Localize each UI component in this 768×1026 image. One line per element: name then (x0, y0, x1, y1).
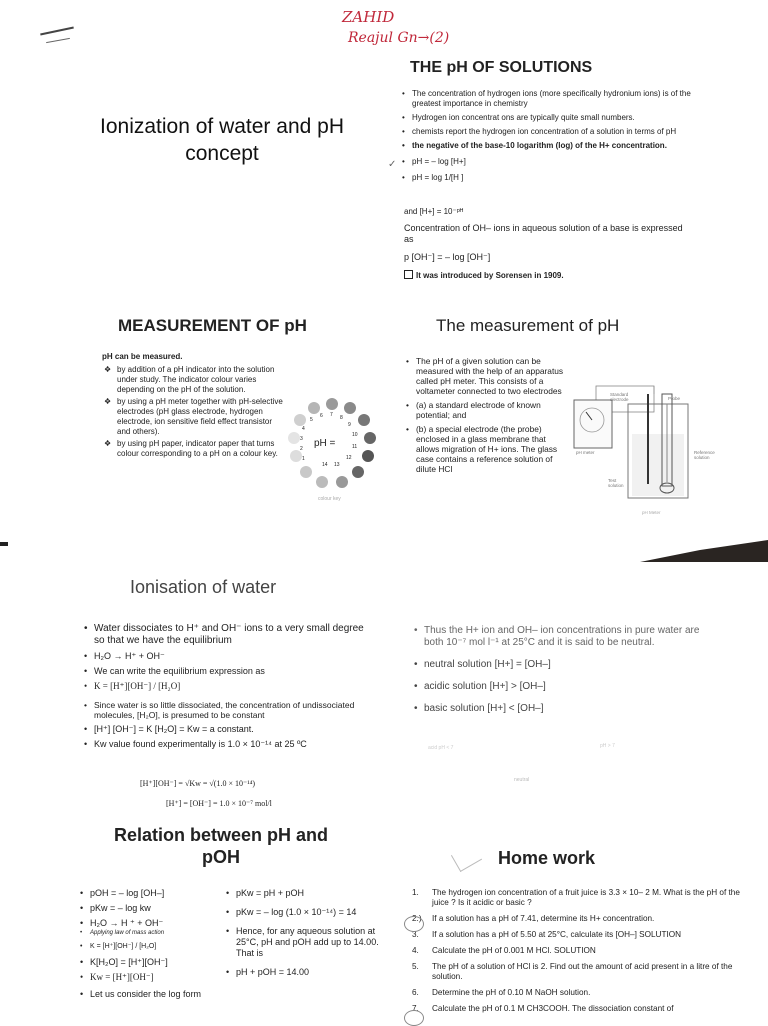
diamond-bullet-icon: ❖ (104, 397, 112, 406)
slide-3-bullets (406, 356, 568, 474)
diagram-label-meter: pH meter (576, 450, 595, 455)
homework-item (410, 962, 744, 982)
wheel-center-label: pH = (314, 438, 336, 449)
homework-item (410, 988, 744, 998)
wheel-number: 8 (340, 415, 343, 421)
wheel-number: 13 (334, 462, 340, 468)
slide-4-equation-1: [H⁺][OH⁻] = √Kw = √(1.0 × 10⁻¹⁴) (140, 779, 256, 788)
list-item: • K = [H⁺][OH⁻] / [H₂O] (80, 941, 220, 952)
pen-mark (40, 26, 74, 35)
list-item: • pH = – log [H+] (402, 157, 694, 167)
wheel-number: 6 (320, 413, 323, 419)
wheel-caption: colour key (318, 496, 341, 502)
diagram-label-reference: Reference solution (694, 450, 715, 460)
slide-1-and-line: and [H+] = 10⁻ᵖᴴ (404, 207, 464, 216)
item-text: by using pH paper, indicator paper that turns colour corresponding to a pH on a colour key. (117, 439, 278, 458)
list-item: • [H⁺] [OH⁻] = K [H₂O] = Kw = a constant. (84, 724, 374, 735)
list-item: • (a) a standard electrode of known potential; and (406, 400, 568, 420)
wheel-dot (300, 466, 312, 478)
list-item: • Water dissociates to H⁺ and OH⁻ ions to a very small degree so that we have the equilibrium (84, 623, 374, 647)
list-item: • pH = log 1/[H ] (402, 173, 694, 183)
item-number: 5. (412, 962, 419, 971)
list-item: • H₂O → H ⁺ + OH⁻ (80, 918, 220, 929)
slide-4-equation-2: [H⁺] = [OH⁻] = 1.0 × 10⁻⁷ mol/l (166, 799, 272, 808)
slide-5-col-1 (80, 888, 220, 1000)
slide-1-bullets (402, 89, 694, 187)
wheel-number: 12 (346, 455, 352, 461)
item-number: 1. (412, 888, 419, 897)
slide-3 (384, 310, 768, 535)
slide-homework (384, 818, 768, 1024)
handwritten-scribble (451, 843, 482, 872)
list-item: • K = [H⁺][OH⁻] / [H₂O] (84, 681, 374, 692)
slide-1-sorensen (404, 270, 564, 281)
wheel-dot (316, 476, 328, 488)
dark-page-edge (0, 540, 768, 562)
list-item: • Applying law of mass action (80, 929, 220, 937)
item-text: The hydrogen ion concentration of a fruit juice is 3.3 × 10– 2 M. What is the pH of the juice ? Is it acidic or basic ? (432, 888, 740, 907)
list-item (104, 365, 284, 395)
handwritten-group: Reajul Gn→(2) (348, 30, 450, 46)
wheel-number: 7 (330, 412, 333, 418)
slide-5 (0, 818, 384, 1024)
handwritten-circle-mark (404, 916, 424, 932)
slide-5-title: Relation between pH and pOH (113, 825, 329, 867)
item-number: 4. (412, 946, 419, 955)
homework-item (410, 946, 744, 956)
item-number: 7. (412, 1004, 419, 1013)
list-item: • chemists report the hydrogen ion concentration of a solution in terms of pH (402, 127, 694, 137)
wheel-dot (344, 402, 356, 414)
item-number: 6. (412, 988, 419, 997)
list-item: • Kw value found experimentally is 1.0 × 10⁻¹⁴ at 25 ºC (84, 739, 374, 750)
wheel-number: 14 (322, 462, 328, 468)
homework-item (410, 930, 744, 940)
wheel-number: 2 (300, 446, 303, 452)
slide-4 (0, 565, 768, 815)
item-text: Calculate the pH of 0.1 M CH3COOH. The dissociation constant of (432, 1004, 674, 1013)
handwritten-name: ZAHID (342, 8, 395, 26)
list-item: • The concentration of hydrogen ions (more specifically hydronium ions) is of the greatest importance in chemistry (402, 89, 694, 109)
list-item: • pH + pOH = 14.00 (226, 967, 386, 978)
homework-item (410, 914, 744, 924)
diagram-label-solution: Test solution (608, 478, 624, 488)
diagram-label-probe: Probe (668, 396, 681, 401)
item-text: by addition of a pH indicator into the solution under study. The indicator colour varies depending on the pH of the solution. (117, 365, 275, 394)
list-item: • (b) a special electrode (the probe) enclosed in a glass membrane that allows migration of H+ ions. The glass case contains a reference solution of dilute HCl (406, 424, 568, 474)
wheel-dot (352, 466, 364, 478)
item-text: by using a pH meter together with pH-selective electrodes (pH glass electrode, hydrogen electrode, ion sensitive field effect transistor and others). (117, 397, 283, 436)
slide-2-title: MEASUREMENT OF pH (118, 316, 307, 335)
wheel-number: 11 (352, 444, 358, 450)
item-text: The pH of a solution of HCl is 2. Find out the amount of acid present in a litre of the solution. (432, 962, 733, 981)
wheel-number: 1 (302, 456, 305, 462)
list-item: • the negative of the base-10 logarithm (log) of the H+ concentration. (402, 141, 694, 151)
ph-scale-label-left: acid pH < 7 (428, 745, 454, 751)
slide-4-title: Ionisation of water (130, 577, 277, 597)
slide-1 (0, 55, 768, 290)
wheel-dot (336, 476, 348, 488)
diamond-bullet-icon: ❖ (104, 439, 112, 448)
list-item: • pKw = pH + pOH (226, 888, 386, 899)
item-number: 2.) (412, 914, 422, 923)
sorensen-text: It was introduced by Sorensen in 1909. (416, 271, 564, 280)
list-item (104, 439, 284, 459)
item-text: If a solution has a pH of 5.50 at 25°C, calculate its [OH–] SOLUTION (432, 930, 682, 939)
slide-1-left-title: Ionization of water and pH concept (100, 115, 344, 165)
list-item: • We can write the equilibrium expression as (84, 666, 374, 677)
ph-color-wheel (286, 398, 378, 490)
diagram-label-standard: Standard electrode (610, 392, 629, 402)
slide-5-col-2 (226, 888, 386, 978)
slide-3-title: The measurement of pH (436, 316, 620, 335)
homework-item (410, 1004, 744, 1014)
list-item (104, 397, 284, 437)
wheel-number: 5 (310, 417, 313, 423)
homework-list (410, 888, 744, 1014)
ph-scale-label-neutral: neutral (514, 777, 530, 783)
wheel-dot (288, 432, 300, 444)
wheel-number: 4 (302, 426, 305, 432)
list-item: • K[H₂O] = [H⁺][OH⁻] (80, 957, 220, 968)
wheel-dot (364, 432, 376, 444)
list-item: • pOH = – log [OH–] (80, 888, 220, 899)
checkbox-icon (404, 270, 413, 279)
wheel-dot (362, 450, 374, 462)
item-text: If a solution has a pH of 7.41, determine its H+ concentration. (432, 914, 655, 923)
diagram-caption: pH Meter (642, 510, 661, 515)
item-text: Calculate the pH of 0.001 M HCl. SOLUTION (432, 946, 596, 955)
homework-item (410, 888, 744, 908)
ph-meter-diagram (572, 364, 732, 514)
list-item: • Hence, for any aqueous solution at 25°C, pH and pOH add up to 14.00. That is (226, 926, 386, 959)
list-item: • Since water is so little dissociated, the concentration of undissociated molecules, [H₂O], is presumed to be constant (84, 700, 374, 720)
slide-1-paragraph: Concentration of OH– ions in aqueous solution of a base is expressed as (404, 223, 683, 244)
list-item: • pKw = – log (1.0 × 10⁻¹⁴) = 14 (226, 907, 386, 918)
wheel-dot (326, 398, 338, 410)
wheel-dot (308, 402, 320, 414)
item-number: 3. (412, 930, 419, 939)
list-item: • basic solution [H+] < [OH–] (414, 703, 714, 715)
slide-1-title: THE pH OF SOLUTIONS (410, 59, 593, 76)
slide-2 (0, 310, 384, 535)
slide-2-intro: pH can be measured. (102, 352, 183, 361)
wheel-number: 9 (348, 422, 351, 428)
slide-2-items (104, 365, 284, 459)
list-item: • Let us consider the log form (80, 989, 220, 1000)
slide-4-left-bullets (84, 623, 374, 750)
diamond-bullet-icon: ❖ (104, 365, 112, 374)
list-item: • pKw = – log kw (80, 903, 220, 914)
handwritten-tick: ✓ (388, 159, 397, 170)
list-item: • The pH of a given solution can be measured with the help of an apparatus called pH meter. This consists of a voltameter connected to two electrodes (406, 356, 568, 396)
list-item: • neutral solution [H+] = [OH–] (414, 659, 714, 671)
list-item: • H₂O → H⁺ + OH⁻ (84, 651, 374, 662)
slide-4-right-bullets (414, 625, 714, 715)
wheel-dot (358, 414, 370, 426)
slide-1-poh-formula: p [OH⁻] = – log [OH⁻] (404, 252, 491, 262)
list-item: • Hydrogen ion concentrat ons are typically quite small numbers. (402, 113, 694, 123)
wheel-number: 10 (352, 432, 358, 438)
wheel-dot (294, 414, 306, 426)
list-item: • Thus the H+ ion and OH– ion concentrations in pure water are both 10⁻⁷ mol l⁻¹ at 25°C and it is said to be neutral. (414, 625, 714, 649)
item-text: Determine the pH of 0.10 M NaOH solution. (432, 988, 591, 997)
list-item: • acidic solution [H+] > [OH–] (414, 681, 714, 693)
ph-scale-label-right: pH > 7 (600, 743, 615, 749)
list-item: • Kw = [H⁺][OH⁻] (80, 972, 220, 983)
pen-mark (46, 38, 70, 43)
wheel-number: 3 (300, 436, 303, 442)
homework-title: Home work (498, 848, 596, 868)
